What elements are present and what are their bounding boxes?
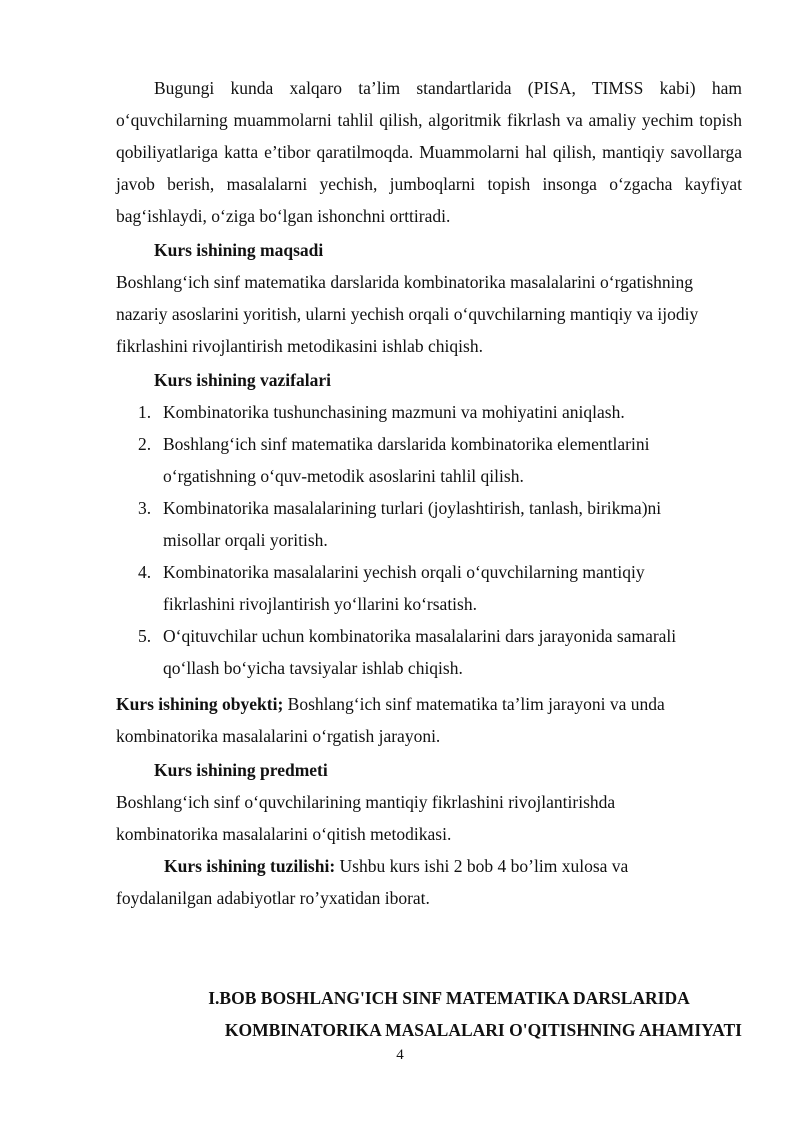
list-item-text: Kombinatorika masalalarining turlari (joylashtirish, tanlash, birikma)ni misollar orqali yoritish.: [163, 498, 662, 550]
structure-paragraph: [116, 850, 676, 914]
list-number: 4.: [138, 562, 152, 582]
list-item: [116, 492, 706, 556]
tasks-heading: Kurs ishining vazifalari: [154, 370, 331, 390]
list-item-text: O‘qituvchilar uchun kombinatorika masalalarini dars jarayonida samarali qo‘llash bo‘yicha tavsiyalar ishlab chiqish.: [163, 626, 677, 678]
chapter-title-line-1: I.BOB BOSHLANG'ICH SINF MATEMATIKA DARSLARIDA: [208, 988, 690, 1008]
list-number: 3.: [138, 498, 152, 518]
structure-heading: Kurs ishining tuzilishi:: [164, 856, 336, 876]
list-number: 5.: [138, 626, 152, 646]
subject-heading: Kurs ishining predmeti: [154, 760, 328, 780]
list-item: [116, 620, 706, 684]
tasks-list: [116, 396, 706, 684]
list-item: [116, 428, 706, 492]
object-paragraph: [116, 688, 716, 752]
page-number: 4: [396, 1047, 404, 1063]
list-number: 1.: [138, 402, 152, 422]
object-heading: Kurs ishining obyekti;: [116, 694, 284, 714]
chapter-title-line-2: KOMBINATORIKA MASALALARI O'QITISHNING AHAMIYATI: [224, 1020, 742, 1040]
list-item-text: Kombinatorika tushunchasining mazmuni va mohiyatini aniqlash.: [163, 402, 625, 422]
goal-text: Boshlang‘ich sinf matematika darslarida kombinatorika masalalarini o‘rgatishning nazariy asoslarini yoritish, ularni yechish orqali o‘quvchilarning mantiqiy va ijodiy fikrlashini rivojlantirish metodikasini ishlab chiqish.: [116, 272, 699, 356]
intro-paragraph: Bugungi kunda xalqaro ta’lim standartlarida (PISA, TIMSS kabi) ham o‘quvchilarning muammolarni tahlil qilish, algoritmik fikrlash va amaliy yechim topish qobiliyatlariga katta e’tibor qaratilmoqda. Muammolarni hal qilish, mantiqiy savollarga javob berish, masalalarni yechish, jumboqlarni topish insonga o‘zgacha kayfiyat bag‘ishlaydi, o‘ziga bo‘lgan ishonchni orttiradi.: [116, 78, 742, 226]
list-item-text: Kombinatorika masalalarini yechish orqali o‘quvchilarning mantiqiy fikrlashini rivojlantirish yo‘llarini ko‘rsatish.: [163, 562, 645, 614]
list-number: 2.: [138, 434, 152, 454]
structure-text: Ushbu kurs ishi 2 bob 4 bo’lim xulosa va foydalanilgan adabiyotlar ro’yxatidan iborat.: [116, 856, 629, 908]
list-item: [116, 556, 706, 620]
list-item-text: Boshlang‘ich sinf matematika darslarida kombinatorika elementlarini o‘rgatishning o‘quv-metodik asoslarini tahlil qilish.: [163, 434, 650, 486]
object-text: Boshlang‘ich sinf matematika ta’lim jarayoni va unda kombinatorika masalalarini o‘rgatish jarayoni.: [116, 694, 665, 746]
subject-text: Boshlang‘ich sinf o‘quvchilarining mantiqiy fikrlashini rivojlantirishda kombinatorika masalalarini o‘qitish metodikasi.: [116, 792, 616, 844]
list-item: [116, 396, 706, 428]
goal-heading: Kurs ishining maqsadi: [154, 240, 324, 260]
